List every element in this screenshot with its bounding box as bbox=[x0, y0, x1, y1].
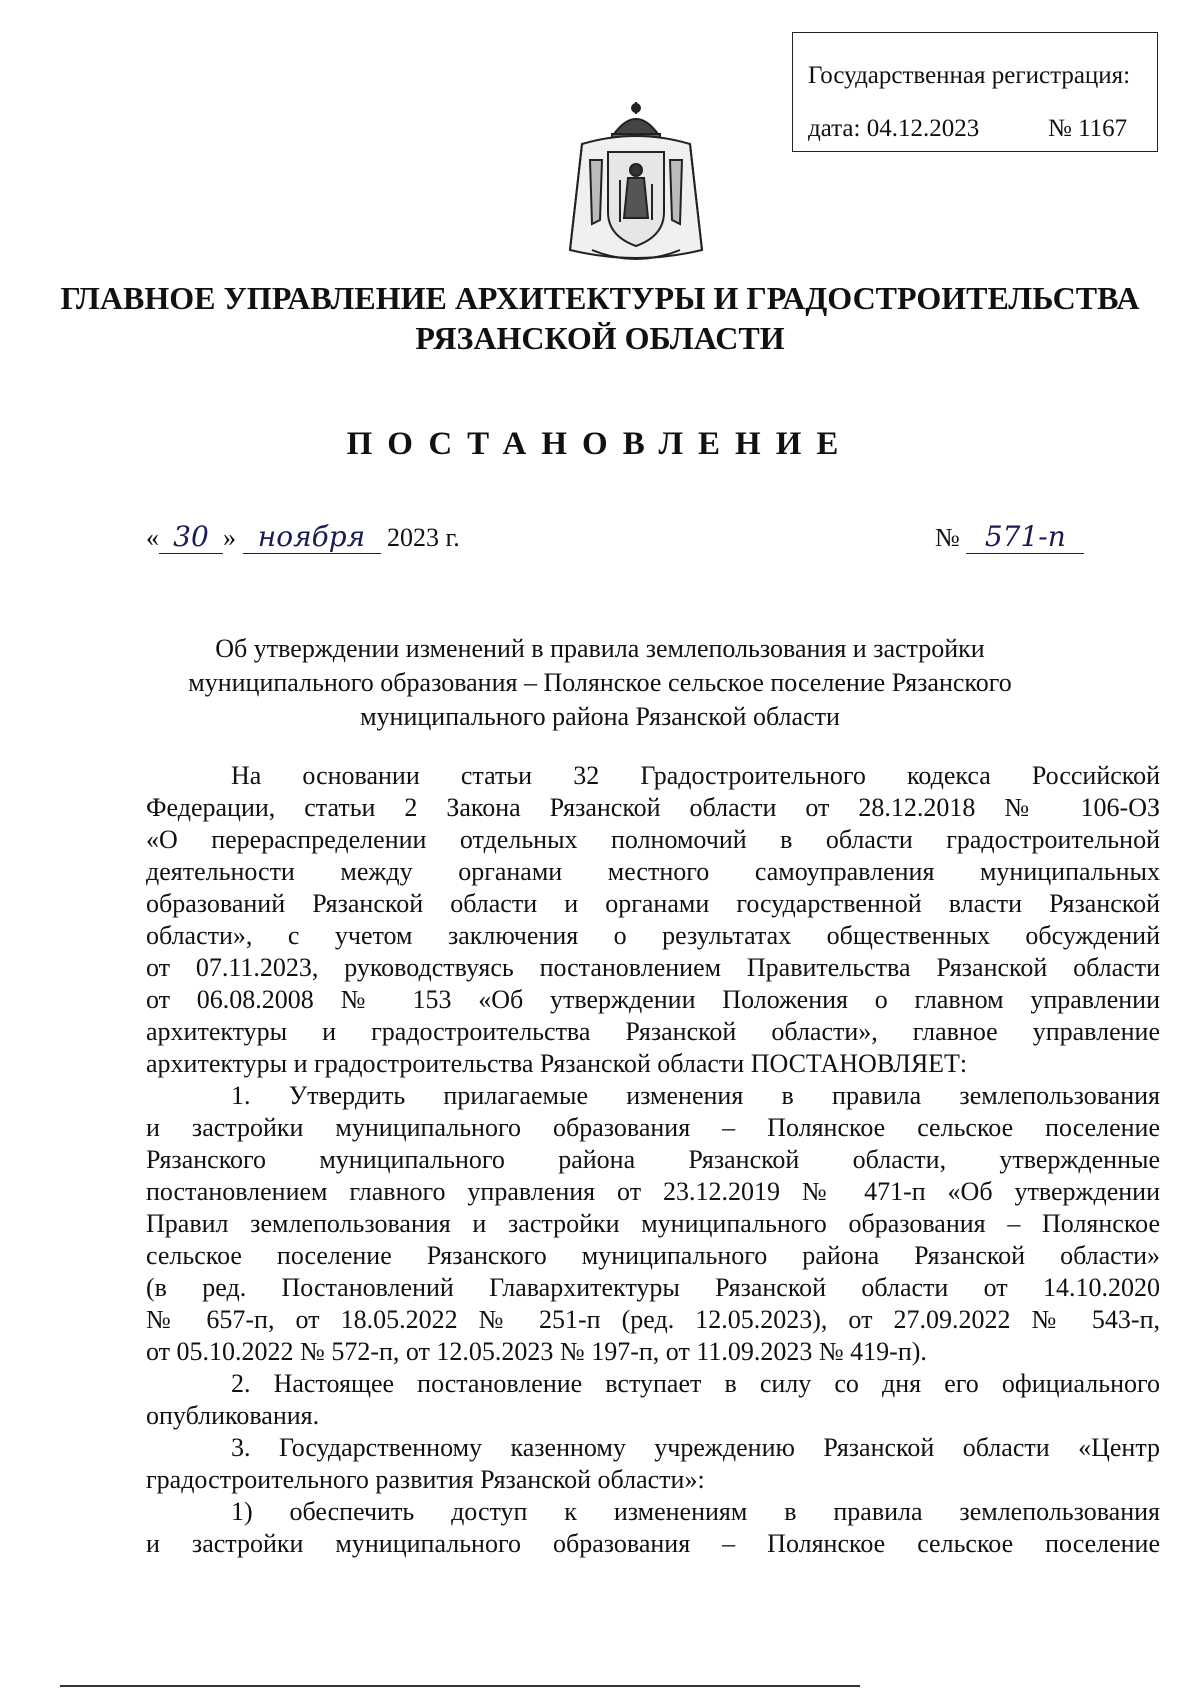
body-line: 3. Государственному казенному учреждению Рязанской области «Центр bbox=[231, 1433, 1160, 1462]
body-line: 1. Утвердить прилагаемые изменения в правила землепользования bbox=[231, 1081, 1160, 1110]
body-line: и застройки муниципального образования – Полянское сельское поселение bbox=[146, 1529, 1160, 1558]
body-line: от 07.11.2023, руководствуясь постановлением Правительства Рязанской области bbox=[146, 953, 1160, 982]
registration-title: Государственная регистрация: bbox=[808, 62, 1131, 89]
body-line: от 06.08.2008 № 153 «Об утверждении Положения о главном управлении bbox=[146, 985, 1160, 1014]
subject-line: Об утверждении изменений в правила землепользования и застройки bbox=[215, 634, 985, 663]
body-line: от 05.10.2022 № 572-п, от 12.05.2023 № 197-п, от 11.09.2023 № 419-п). bbox=[146, 1337, 927, 1366]
decree-number-prefix: № bbox=[935, 523, 960, 552]
document-type: ПОСТАНОВЛЕНИЕ bbox=[346, 426, 854, 462]
body-line: градостроительного развития Рязанской области»: bbox=[146, 1465, 705, 1494]
ryazan-coat-of-arms-icon bbox=[562, 100, 710, 270]
date-year: 2023 г. bbox=[387, 523, 460, 552]
date-day-handwritten: 30 bbox=[159, 523, 223, 554]
scan-edge-rule bbox=[60, 1685, 860, 1687]
registration-stamp bbox=[792, 32, 1158, 152]
body-line: сельское поселение Рязанского муниципального района Рязанской области» bbox=[146, 1241, 1160, 1270]
registration-number: № 1167 bbox=[1048, 115, 1128, 142]
decree-body bbox=[146, 760, 1160, 1560]
decree-date bbox=[146, 520, 460, 554]
body-line: деятельности между органами местного самоуправления муниципальных bbox=[146, 857, 1160, 886]
agency-name-line-1: ГЛАВНОЕ УПРАВЛЕНИЕ АРХИТЕКТУРЫ И ГРАДОСТРОИТЕЛЬСТВА bbox=[60, 280, 1140, 316]
decree-number bbox=[935, 520, 1084, 554]
body-line: Рязанского муниципального района Рязанской области, утвержденные bbox=[146, 1145, 1160, 1174]
body-line: архитектуры и градостроительства Рязанской области ПОСТАНОВЛЯЕТ: bbox=[146, 1049, 968, 1078]
date-open-quote: « bbox=[146, 523, 159, 552]
body-line: образований Рязанской области и органами государственной власти Рязанской bbox=[146, 889, 1160, 918]
subject-line: муниципального образования – Полянское сельское поселение Рязанского bbox=[188, 668, 1012, 697]
body-line: Правил землепользования и застройки муниципального образования – Полянское bbox=[146, 1209, 1160, 1238]
body-line: (в ред. Постановлений Главархитектуры Рязанской области от 14.10.2020 bbox=[146, 1273, 1160, 1302]
body-line: 1) обеспечить доступ к изменениям в правила землепользования bbox=[231, 1497, 1160, 1526]
date-close-quote: » bbox=[223, 523, 236, 552]
body-line: архитектуры и градостроительства Рязанской области», главное управление bbox=[146, 1017, 1160, 1046]
agency-name-line-2: РЯЗАНСКОЙ ОБЛАСТИ bbox=[415, 320, 785, 356]
decree-number-handwritten: 571-п bbox=[966, 523, 1084, 554]
body-line: Федерации, статьи 2 Закона Рязанской области от 28.12.2018 № 106-ОЗ bbox=[146, 793, 1160, 822]
subject-line: муниципального района Рязанской области bbox=[360, 702, 840, 731]
body-line: и застройки муниципального образования – Полянское сельское поселение bbox=[146, 1113, 1160, 1142]
body-line: области», с учетом заключения о результатах общественных обсуждений bbox=[146, 921, 1160, 950]
registration-date: дата: 04.12.2023 bbox=[808, 115, 980, 142]
body-line: 2. Настоящее постановление вступает в силу со дня его официального bbox=[231, 1369, 1160, 1398]
body-line: № 657-п, от 18.05.2022 № 251-п (ред. 12.05.2023), от 27.09.2022 № 543-п, bbox=[146, 1305, 1160, 1334]
date-month-handwritten: ноября bbox=[243, 523, 381, 554]
body-line: На основании статьи 32 Градостроительного кодекса Российской bbox=[231, 761, 1160, 790]
decree-subject bbox=[0, 632, 1200, 734]
body-line: «О перераспределении отдельных полномочий в области градостроительной bbox=[146, 825, 1160, 854]
body-line: опубликования. bbox=[146, 1401, 320, 1430]
body-line: постановлением главного управления от 23.12.2019 № 471-п «Об утверждении bbox=[146, 1177, 1160, 1206]
